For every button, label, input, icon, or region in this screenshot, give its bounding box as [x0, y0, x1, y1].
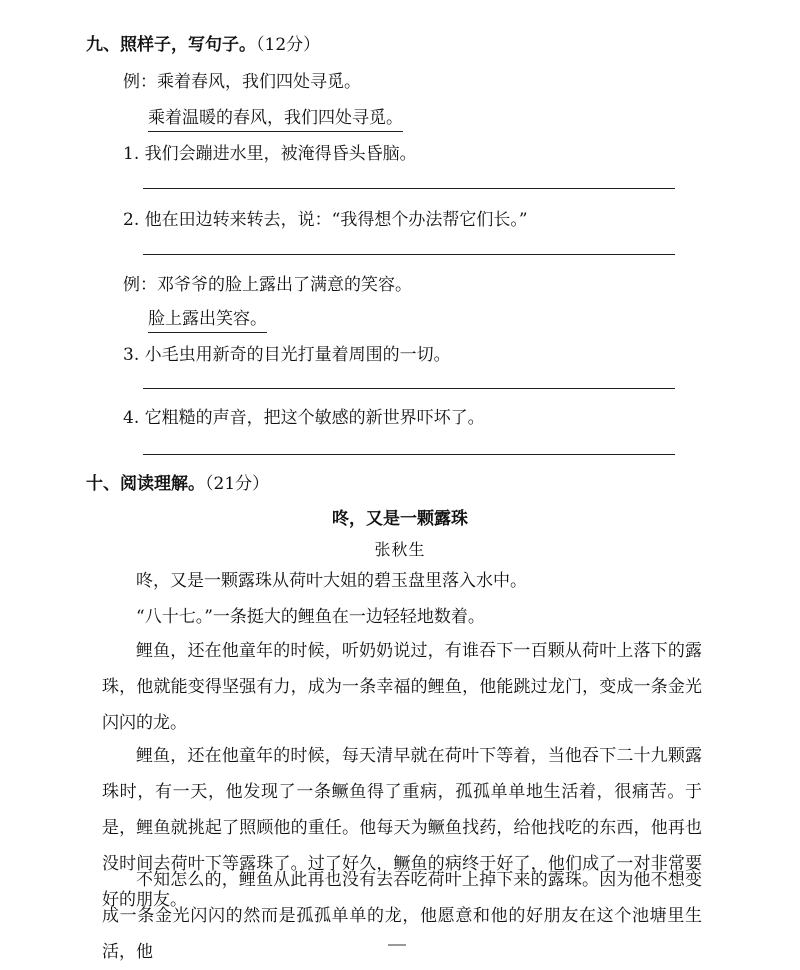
section-9-heading: [86, 30, 320, 55]
example-2-answer: [148, 304, 267, 329]
answer-line-4[interactable]: [143, 454, 675, 455]
story-paragraph-2: “八十七。”一条挺大的鲤鱼在一边轻轻地数着。: [136, 607, 485, 627]
example-2-sentence: 例：邓爷爷的脸上露出了满意的笑容。: [123, 275, 412, 295]
question-1: 1. 我们会蹦进水里，被淹得昏头昏脑。: [123, 144, 417, 164]
section-9-title: 九、照样子，写句子。: [86, 35, 256, 55]
example-1-sentence: 例：乘着春风，我们四处寻觅。: [123, 72, 361, 92]
answer-line-2[interactable]: [143, 254, 675, 255]
answer-line-1[interactable]: [143, 188, 675, 189]
section-10-title: 十、阅读理解。: [86, 474, 205, 494]
question-3: 3. 小毛虫用新奇的目光打量着周围的一切。: [123, 345, 451, 365]
section-10-heading: [86, 469, 269, 494]
section-10-score: （21分）: [205, 474, 270, 494]
story-paragraph-4: 鲤鱼，还在他童年的时候，每天清早就在荷叶下等着，当他吞下二十九颗露珠时，有一天，他发现了一条鳜鱼得了重病，孤孤单单地生活着，很痛苦。于是，鲤鱼就挑起了照顾他的重任。他每天为鳜鱼找药，给他找吃的东西，他再也没时间去荷叶下等露珠了。过了好久，鳜鱼的病终于好了，他们成了一对非常要好的朋友。: [102, 746, 702, 910]
example-2-answer-text: 脸上露出笑容。: [148, 309, 267, 333]
story-author: 张秋生: [374, 540, 426, 559]
answer-line-3[interactable]: [143, 388, 675, 389]
story-paragraph-3: 鲤鱼，还在他童年的时候，听奶奶说过，有谁吞下一百颗从荷叶上落下的露珠，他就能变得坚强有力，成为一条幸福的鲤鱼，他能跳过龙门，变成一条金光闪闪的龙。: [102, 641, 702, 733]
question-4: 4. 它粗糙的声音，把这个敏感的新世界吓坏了。: [123, 408, 485, 428]
story-paragraph-5: 不知怎么的，鲤鱼从此再也没有去吞吃荷叶上掉下来的露珠。因为他不想变成一条金光闪闪的然而是孤孤单单的龙，他愿意和他的好朋友在这个池塘里生活，他: [102, 870, 702, 962]
story-paragraph-1: 咚，又是一颗露珠从荷叶大姐的碧玉盘里落入水中。: [136, 571, 527, 591]
question-2: 2. 他在田边转来转去，说：“我得想个办法帮它们长。”: [123, 210, 528, 230]
story-title: 咚，又是一颗露珠: [332, 509, 468, 529]
example-1-answer: [148, 103, 403, 128]
page-number-mark: [388, 944, 406, 950]
example-1-answer-text: 乘着温暖的春风，我们四处寻觅。: [148, 108, 403, 132]
section-9-score: （12分）: [256, 35, 321, 55]
